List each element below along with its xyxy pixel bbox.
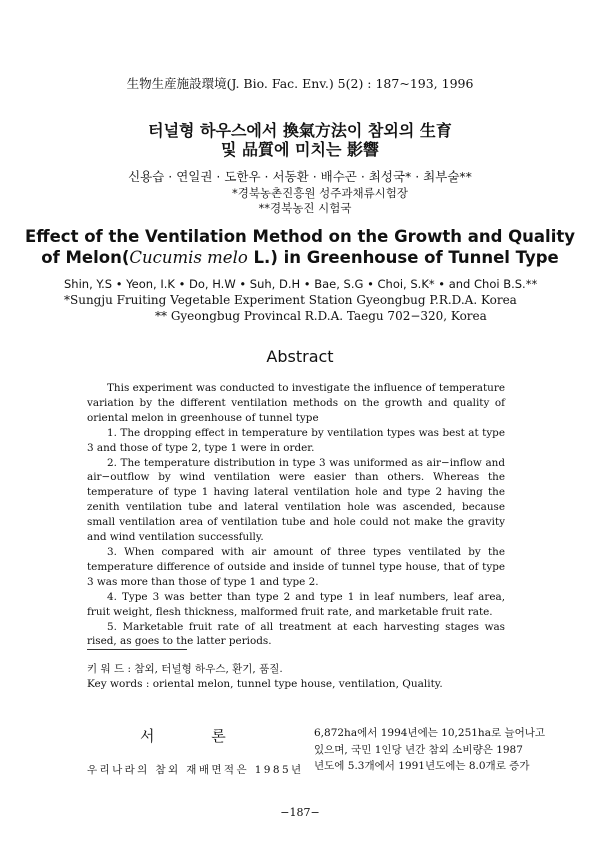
keywords-english: Key words : oriental melon, tunnel type house, ventilation, Quality. [87, 678, 443, 690]
abstract-heading: Abstract [266, 347, 334, 366]
english-affiliation-1: *Sungju Fruiting Vegetable Experiment Station Gyeongbug P.R.D.A. Korea [64, 293, 517, 307]
english-affiliation-2: ** Gyeongbug Provincal R.D.A. Taegu 702−320, Korea [155, 309, 487, 323]
korean-affiliation-2: **경북농진 시험국 [258, 201, 352, 215]
abstract-paragraph: 2. The temperature distribution in type 3 was uniformed as air−inflow and air−outflow by wind ventilation were easier than others. Whereas the temperature of type 1 having lateral ventilation hole and type 2 having the zenith ventilation tube and lateral ventilation hole was ascended, because small ventilation area of ventilation tube and hole could not make the gravity and wind ventilation successfully. [87, 456, 505, 544]
abstract-paragraph: 4. Type 3 was better than type 2 and type 1 in leaf numbers, leaf area, fruit weight, flesh thickness, malformed fruit rate, and marketable fruit rate. [87, 590, 505, 618]
keywords-korean: 키 워 드 : 참외, 터널형 하우스, 환기, 품질. [87, 663, 283, 675]
intro-right-line: 있으며, 국민 1인당 년간 참외 소비량은 1987 [314, 743, 523, 756]
english-title [0, 226, 600, 268]
korean-title-line-1: 터널형 하우스에서 換氣方法이 참외의 生育 [148, 121, 452, 140]
abstract-body [87, 381, 505, 649]
korean-title [0, 121, 600, 159]
korean-authors: 신용습 · 연일권 · 도한우 · 서동환 · 배수곤 · 최성국* · 최부술** [128, 169, 472, 184]
divider-rule [87, 649, 187, 650]
abstract-paragraph: 5. Marketable fruit rate of all treatment at each harvesting stages was rised, as goes to the latter periods. [87, 620, 505, 648]
korean-title-line-2: 및 品質에 미치는 影響 [221, 140, 379, 159]
english-title-line-2-pre: of Melon( [41, 248, 130, 267]
page-number: −187− [280, 806, 320, 819]
section-heading-introduction: 서 론 [140, 727, 252, 745]
abstract-paragraph: This experiment was conducted to investigate the influence of temperature variation by the different ventilation methods on the growth and quality of oriental melon in greenhouse of tunnel type [87, 382, 505, 424]
journal-header: 生物生産施設環境(J. Bio. Fac. Env.) 5(2) : 187~193, 1996 [126, 76, 474, 91]
korean-affiliation-1: *경북농촌진흥원 성주과채류시험장 [231, 186, 409, 200]
english-title-line-1: Effect of the Ventilation Method on the Growth and Quality [24, 227, 576, 246]
intro-right-line: 6,872ha에서 1994년에는 10,251ha로 늘어나고 [314, 727, 546, 739]
intro-right-line: 년도에 5.3개에서 1991년도에는 8.0개로 증가 [314, 760, 530, 773]
abstract-paragraph: 1. The dropping effect in temperature by ventilation types was best at type 3 and those of type 2, type 1 were in order. [87, 426, 505, 454]
abstract-paragraph: 3. When compared with air amount of three types ventilated by the temperature difference of outside and inside of tunnel type house, that of type 3 was more than those of type 1 and type 2. [87, 545, 505, 588]
english-title-line-2-post: L.) in Greenhouse of Tunnel Type [247, 248, 559, 267]
intro-left-column: 우리나라의 참외 재배면적은 1985년 [87, 764, 304, 776]
english-title-line-2 [0, 247, 600, 268]
english-authors: Shin, Y.S • Yeon, I.K • Do, H.W • Suh, D.H • Bae, S.G • Choi, S.K* • and Choi B.S.** [64, 277, 538, 291]
species-name: Cucumis melo [129, 248, 248, 267]
intro-right-column [314, 725, 544, 775]
